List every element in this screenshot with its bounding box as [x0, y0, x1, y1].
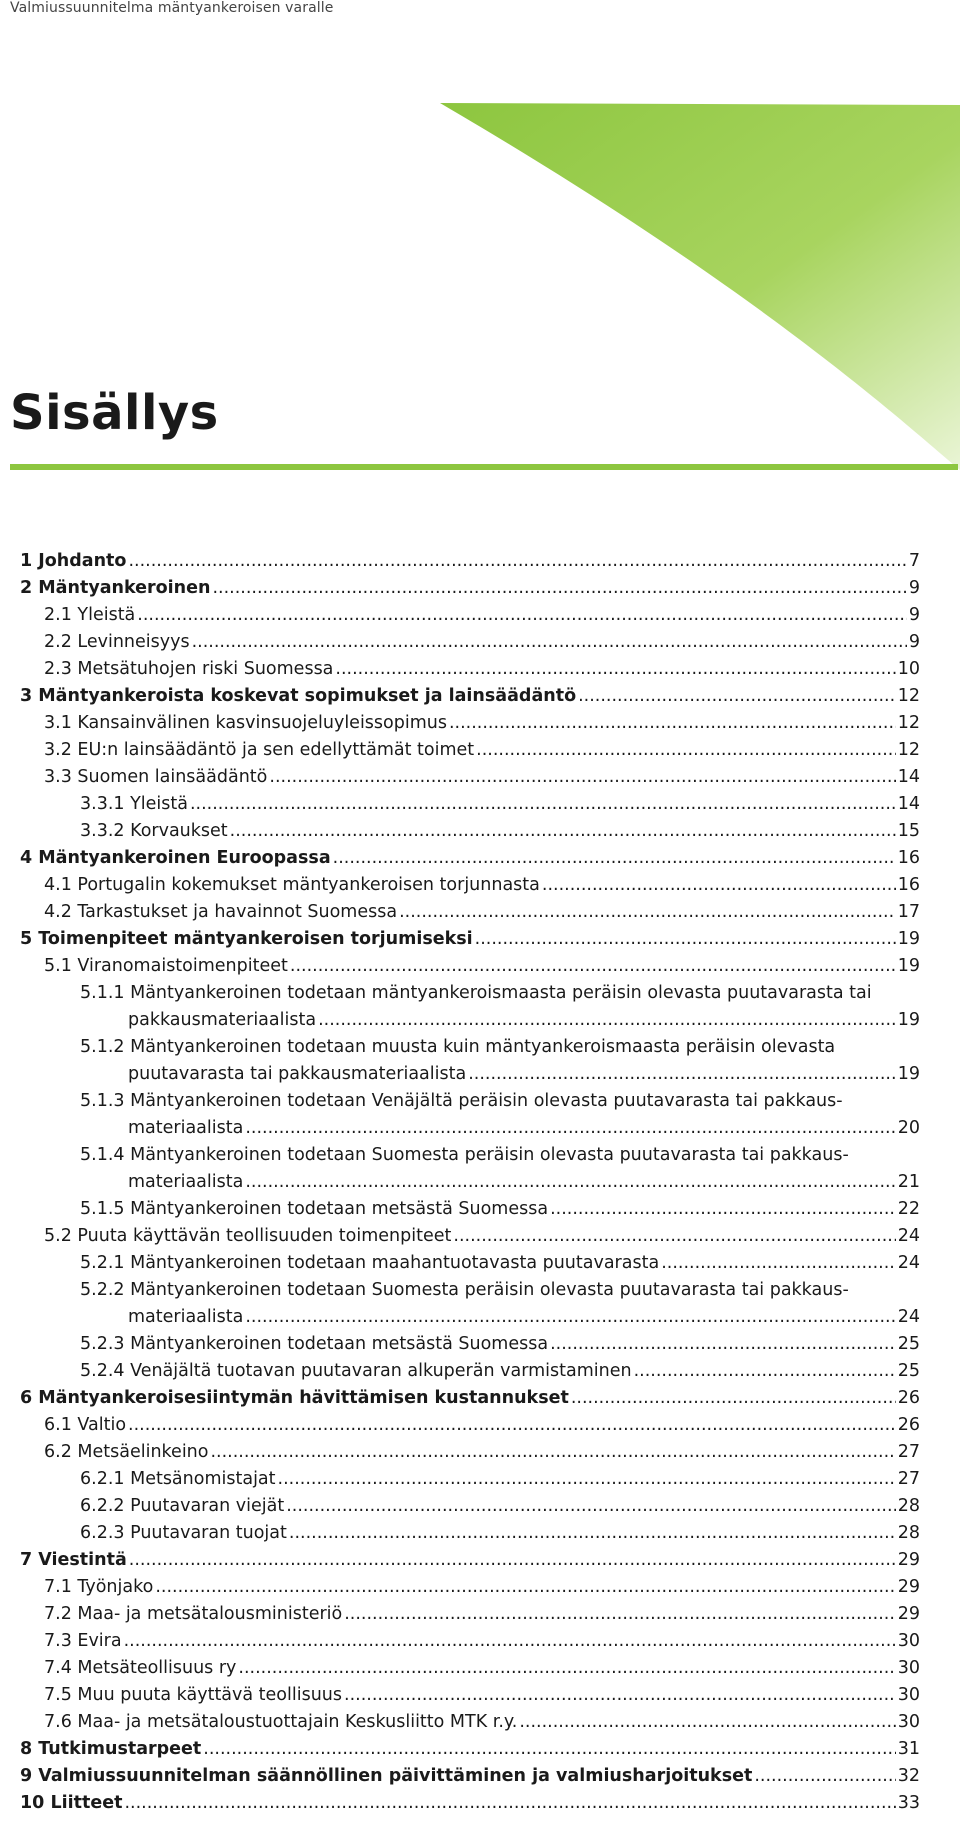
toc-entry-title: 7.1 Työnjako [44, 1577, 154, 1597]
toc-entry[interactable] [0, 1655, 960, 1682]
toc-page-number: 14 [897, 794, 920, 814]
dot-leader [212, 575, 906, 602]
dot-leader [571, 1385, 896, 1412]
dot-leader [399, 899, 896, 926]
toc-entry[interactable] [0, 656, 960, 683]
toc-entry-title-continued: puutavarasta tai pakkausmateriaalista [128, 1064, 467, 1084]
toc-page-number: 30 [897, 1631, 920, 1651]
toc-entry-title: 5 Toimenpiteet mäntyankeroisen torjumiseksi [20, 929, 473, 949]
toc-entry-title: 5.2.2 Mäntyankeroinen todetaan Suomesta peräisin olevasta puutavarasta tai pakkaus- [80, 1280, 849, 1300]
table-of-contents [0, 548, 960, 1817]
toc-page-number: 32 [897, 1766, 920, 1786]
toc-page-number: 27 [897, 1442, 920, 1462]
toc-entry[interactable] [0, 683, 960, 710]
toc-entry[interactable] [0, 1628, 960, 1655]
toc-page-number: 16 [897, 875, 920, 895]
toc-entry[interactable] [0, 791, 960, 818]
toc-page-number: 20 [897, 1118, 920, 1138]
dot-leader [578, 683, 896, 710]
dot-leader [128, 1412, 896, 1439]
toc-page-number: 33 [897, 1793, 920, 1813]
toc-page-number: 31 [897, 1739, 920, 1759]
toc-entry-title: 7.2 Maa- ja metsätalousministeriö [44, 1604, 343, 1624]
toc-entry-title: 3.3.1 Yleistä [80, 794, 188, 814]
running-header: Valmiussuunnitelma mäntyankeroisen varalle [10, 0, 334, 16]
toc-page-number: 30 [897, 1685, 920, 1705]
toc-entry-title: 2 Mäntyankeroinen [20, 578, 211, 598]
dot-leader [289, 1520, 896, 1547]
dot-leader [137, 602, 907, 629]
toc-entry[interactable] [0, 953, 960, 980]
toc-page-number: 19 [897, 1010, 920, 1030]
toc-entry[interactable] [0, 575, 960, 602]
toc-entry-title: 4.1 Portugalin kokemukset mäntyankeroisen torjunnasta [44, 875, 540, 895]
toc-page-number: 9 [908, 605, 920, 625]
toc-page-number: 30 [897, 1712, 920, 1732]
toc-entry[interactable] [0, 1412, 960, 1439]
toc-entry[interactable] [0, 845, 960, 872]
toc-entry-title: 3.2 EU:n lainsäädäntö ja sen edellyttämät toimet [44, 740, 475, 760]
toc-entry-title: 6.2 Metsäelinkeino [44, 1442, 209, 1462]
toc-entry[interactable] [0, 1250, 960, 1277]
dot-leader [269, 764, 895, 791]
toc-entry[interactable] [0, 980, 960, 1034]
toc-entry-title: 6.2.3 Puutavaran tuojat [80, 1523, 287, 1543]
page-title: Sisällys [10, 385, 219, 441]
dot-leader [128, 548, 906, 575]
toc-entry-title: 7.5 Muu puuta käyttävä teollisuus [44, 1685, 343, 1705]
toc-page-number: 17 [897, 902, 920, 922]
toc-entry[interactable] [0, 1547, 960, 1574]
toc-entry[interactable] [0, 1439, 960, 1466]
dot-leader [550, 1331, 896, 1358]
toc-entry-title: 5.1.1 Mäntyankeroinen todetaan mäntyankeroismaasta peräisin olevasta puutavarasta tai [80, 983, 872, 1003]
toc-entry[interactable] [0, 1142, 960, 1196]
toc-entry-title: 3 Mäntyankeroista koskevat sopimukset ja lainsäädäntö [20, 686, 577, 706]
toc-page-number: 12 [897, 713, 920, 733]
dot-leader [278, 1466, 896, 1493]
toc-entry[interactable] [0, 1196, 960, 1223]
dot-leader [230, 818, 896, 845]
toc-entry[interactable] [0, 1385, 960, 1412]
toc-entry-title: 8 Tutkimustarpeet [20, 1739, 202, 1759]
dot-leader [344, 1601, 896, 1628]
toc-entry[interactable] [0, 1736, 960, 1763]
toc-entry-title: 6.1 Valtio [44, 1415, 127, 1435]
toc-entry[interactable] [0, 1277, 960, 1331]
dot-leader [155, 1574, 895, 1601]
toc-page-number: 7 [908, 551, 920, 571]
toc-page-number: 16 [897, 848, 920, 868]
toc-page-number: 25 [897, 1361, 920, 1381]
toc-page-number: 29 [897, 1550, 920, 1570]
toc-page-number: 10 [897, 659, 920, 679]
dot-leader [519, 1709, 895, 1736]
toc-entry-title: 5.1.3 Mäntyankeroinen todetaan Venäjältä peräisin olevasta puutavarasta tai pakkaus- [80, 1091, 843, 1111]
toc-entry-title: 5.1.2 Mäntyankeroinen todetaan muusta kuin mäntyankeroismaasta peräisin olevasta [80, 1037, 836, 1057]
toc-entry-title: 6 Mäntyankeroisesiintymän hävittämisen kustannukset [20, 1388, 569, 1408]
toc-entry-title: 1 Johdanto [20, 551, 127, 571]
dot-leader [286, 1493, 896, 1520]
dot-leader [661, 1250, 896, 1277]
toc-page-number: 26 [897, 1388, 920, 1408]
toc-page-number: 24 [897, 1307, 920, 1327]
toc-entry-title: 2.2 Levinneisyys [44, 632, 190, 652]
toc-entry-title: 3.3 Suomen lainsäädäntö [44, 767, 268, 787]
dot-leader [634, 1358, 896, 1385]
dot-leader [335, 656, 895, 683]
toc-entry[interactable] [0, 764, 960, 791]
toc-page-number: 19 [897, 929, 920, 949]
toc-entry[interactable] [0, 926, 960, 953]
toc-entry-title-continued: materiaalista [128, 1307, 244, 1327]
toc-entry-title: 5.2.3 Mäntyankeroinen todetaan metsästä Suomessa [80, 1334, 549, 1354]
toc-entry-title: 6.2.1 Metsänomistajat [80, 1469, 276, 1489]
toc-page-number: 27 [897, 1469, 920, 1489]
dot-leader [449, 710, 896, 737]
toc-entry-title: 5.2.4 Venäjältä tuotavan puutavaran alkuperän varmistaminen [80, 1361, 632, 1381]
toc-entry[interactable] [0, 818, 960, 845]
dot-leader [245, 1304, 895, 1331]
toc-entry-title: 4 Mäntyankeroinen Euroopassa [20, 848, 331, 868]
toc-entry-title: 2.1 Yleistä [44, 605, 136, 625]
toc-entry-title: 5.1.5 Mäntyankeroinen todetaan metsästä Suomessa [80, 1199, 549, 1219]
dot-leader [468, 1061, 896, 1088]
toc-entry[interactable] [0, 1790, 960, 1817]
toc-page-number: 28 [897, 1496, 920, 1516]
toc-entry-title: 5.2.1 Mäntyankeroinen todetaan maahantuotavasta puutavarasta [80, 1253, 660, 1273]
dot-leader [238, 1655, 895, 1682]
toc-entry-title: 5.2 Puuta käyttävän teollisuuden toimenpiteet [44, 1226, 452, 1246]
toc-page-number: 12 [897, 740, 920, 760]
dot-leader [192, 629, 907, 656]
dot-leader [124, 1628, 896, 1655]
toc-entry-title: 10 Liitteet [20, 1793, 123, 1813]
toc-entry[interactable] [0, 1682, 960, 1709]
dot-leader [190, 791, 896, 818]
toc-page-number: 24 [897, 1226, 920, 1246]
dot-leader [344, 1682, 896, 1709]
toc-entry-title: 5.1.4 Mäntyankeroinen todetaan Suomesta peräisin olevasta puutavarasta tai pakkaus- [80, 1145, 849, 1165]
toc-page-number: 19 [897, 1064, 920, 1084]
dot-leader [245, 1115, 895, 1142]
toc-entry[interactable] [0, 1088, 960, 1142]
toc-entry[interactable] [0, 1034, 960, 1088]
toc-entry-title: 2.3 Metsätuhojen riski Suomessa [44, 659, 334, 679]
dot-leader [203, 1736, 895, 1763]
dot-leader [550, 1196, 896, 1223]
dot-leader [245, 1169, 895, 1196]
dot-leader [476, 737, 896, 764]
toc-entry-title: 3.3.2 Korvaukset [80, 821, 228, 841]
toc-entry[interactable] [0, 737, 960, 764]
toc-entry-title: 7 Viestintä [20, 1550, 127, 1570]
toc-page-number: 30 [897, 1658, 920, 1678]
toc-entry-title: 4.2 Tarkastukset ja havainnot Suomessa [44, 902, 398, 922]
toc-page-number: 25 [897, 1334, 920, 1354]
toc-entry-title-continued: materiaalista [128, 1172, 244, 1192]
dot-leader [453, 1223, 895, 1250]
dot-leader [124, 1790, 895, 1817]
toc-entry-title: 5.1 Viranomaistoimenpiteet [44, 956, 288, 976]
toc-page-number: 9 [908, 632, 920, 652]
toc-page-number: 9 [908, 578, 920, 598]
toc-page-number: 26 [897, 1415, 920, 1435]
toc-entry[interactable] [0, 602, 960, 629]
dot-leader [475, 926, 896, 953]
toc-entry[interactable] [0, 1331, 960, 1358]
toc-page-number: 29 [897, 1577, 920, 1597]
toc-entry[interactable] [0, 899, 960, 926]
toc-entry-title: 3.1 Kansainvälinen kasvinsuojeluyleissopimus [44, 713, 447, 733]
toc-entry[interactable] [0, 548, 960, 575]
toc-entry-title-continued: materiaalista [128, 1118, 244, 1138]
toc-entry-title-continued: pakkausmateriaalista [128, 1010, 317, 1030]
toc-page-number: 14 [897, 767, 920, 787]
dot-leader [318, 1007, 896, 1034]
dot-leader [333, 845, 896, 872]
dot-leader [129, 1547, 896, 1574]
toc-entry[interactable] [0, 1709, 960, 1736]
toc-entry-title: 7.6 Maa- ja metsätaloustuottajain Keskusliitto MTK r.y. [44, 1712, 518, 1732]
toc-entry[interactable] [0, 1574, 960, 1601]
toc-page-number: 12 [897, 686, 920, 706]
dot-leader [290, 953, 896, 980]
toc-entry-title: 9 Valmiussuunnitelman säännöllinen päivittäminen ja valmiusharjoitukset [20, 1766, 753, 1786]
toc-page-number: 21 [897, 1172, 920, 1192]
toc-page-number: 24 [897, 1253, 920, 1273]
toc-entry[interactable] [0, 710, 960, 737]
title-divider [10, 464, 958, 470]
toc-entry[interactable] [0, 1358, 960, 1385]
dot-leader [542, 872, 896, 899]
dot-leader [210, 1439, 895, 1466]
toc-page-number: 19 [897, 956, 920, 976]
toc-page-number: 28 [897, 1523, 920, 1543]
toc-entry[interactable] [0, 1601, 960, 1628]
toc-entry[interactable] [0, 1223, 960, 1250]
toc-entry[interactable] [0, 1520, 960, 1547]
toc-entry-title: 6.2.2 Puutavaran viejät [80, 1496, 285, 1516]
toc-page-number: 29 [897, 1604, 920, 1624]
toc-entry-title: 7.4 Metsäteollisuus ry [44, 1658, 237, 1678]
toc-entry[interactable] [0, 872, 960, 899]
toc-entry-title: 7.3 Evira [44, 1631, 122, 1651]
toc-entry[interactable] [0, 1763, 960, 1790]
toc-page-number: 15 [897, 821, 920, 841]
toc-entry[interactable] [0, 629, 960, 656]
toc-page-number: 22 [897, 1199, 920, 1219]
toc-entry[interactable] [0, 1493, 960, 1520]
toc-entry[interactable] [0, 1466, 960, 1493]
dot-leader [754, 1763, 895, 1790]
